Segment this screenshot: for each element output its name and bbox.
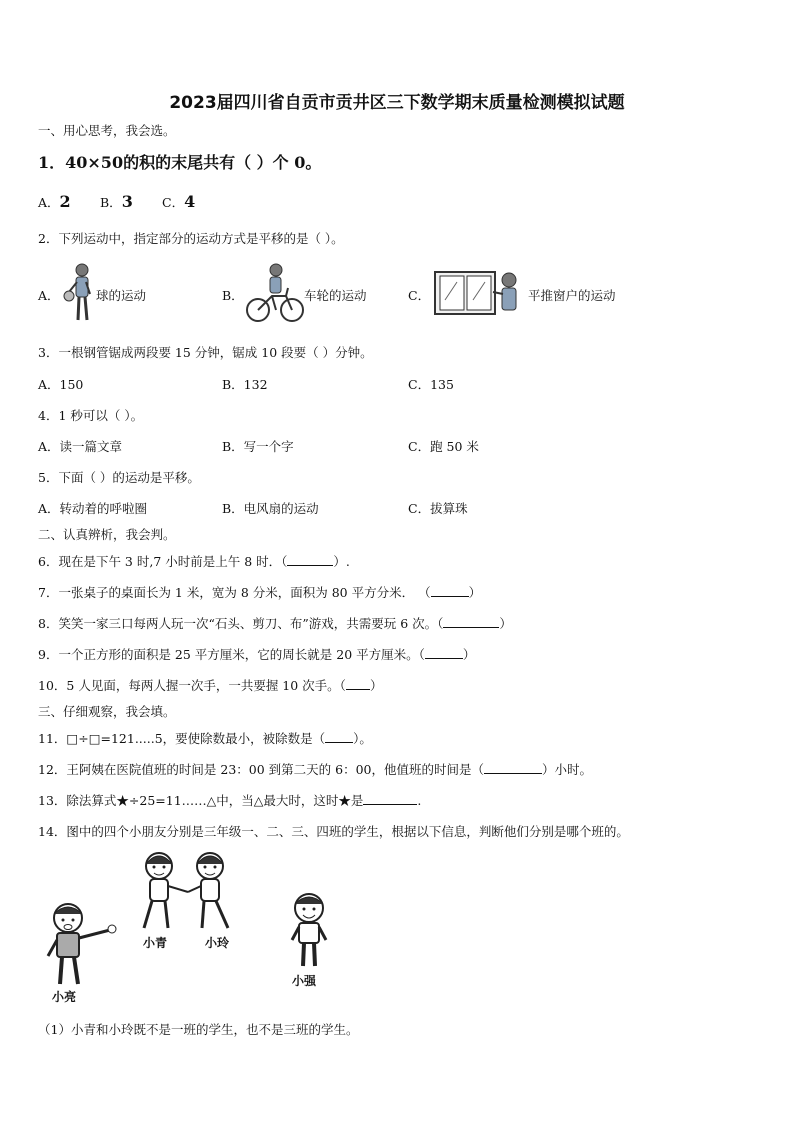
q1-option-a: [38, 192, 71, 211]
xiaoliang-image: [40, 900, 120, 988]
answer-blank-7[interactable]: [431, 584, 469, 597]
q2-option-c-label: C．: [408, 288, 431, 303]
q1-option-c-label: C．: [162, 195, 185, 210]
answer-blank-8[interactable]: [443, 615, 499, 628]
question-9-tail: ）: [462, 647, 476, 662]
q2-option-c-text: 平推窗户的运动: [528, 288, 616, 303]
page-title: 2023届四川省自贡市贡井区三下数学期末质量检测模拟试题: [169, 93, 625, 113]
question-6-text: 6．现在是下午 3 时,7 小时前是上午 8 时．（: [38, 554, 288, 569]
question-9: [38, 645, 475, 663]
question-1: 1．40×50的积的末尾共有（ ）个 0。: [38, 153, 322, 172]
q2-option-a-label: A．: [38, 288, 60, 303]
question-8: [38, 614, 512, 632]
q5-option-b: B．电风扇的运动: [222, 501, 319, 516]
answer-blank-11[interactable]: [325, 730, 353, 743]
question-3: 3．一根钢管锯成两段要 15 分钟，锯成 10 段要（ ）分钟。: [38, 345, 373, 360]
question-7: [38, 583, 481, 601]
question-12-tail: ）小时。: [542, 762, 593, 777]
q1-option-b: [100, 192, 133, 211]
answer-blank-10[interactable]: [346, 677, 370, 690]
q4-option-a: A．读一篇文章: [38, 439, 123, 454]
q1-option-a-value: 2: [59, 192, 71, 211]
q2-option-b-text: 车轮的运动: [304, 288, 367, 303]
question-6: [38, 552, 350, 570]
q5-option-a: A．转动着的呼啦圈: [38, 501, 148, 516]
boy-bouncing-ball-image: [62, 262, 98, 324]
caption-xiaoling: 小玲: [205, 936, 230, 950]
question-13: [38, 791, 421, 809]
question-12: [38, 760, 592, 778]
question-14-condition-1: （1）小青和小玲既不是一班的学生，也不是三班的学生。: [38, 1022, 359, 1037]
q3-option-c: C．135: [408, 377, 454, 392]
q1-option-c-value: 4: [184, 192, 196, 211]
question-12-text: 12．王阿姨在医院值班的时间是 23：00 到第二天的 6：00，他值班的时间是（: [38, 762, 484, 777]
question-14: 14．图中的四个小朋友分别是三年级一、二、三、四班的学生，根据以下信息，判断他们分别是哪个班的。: [38, 824, 629, 839]
question-5: 5．下面（ ）的运动是平移。: [38, 470, 200, 485]
q1-option-b-label: B．: [100, 195, 122, 210]
xiaoqing-xiaoling-image: [132, 848, 242, 934]
answer-blank-12[interactable]: [484, 761, 542, 774]
question-8-tail: ）: [499, 616, 512, 631]
answer-blank-6[interactable]: [287, 553, 333, 566]
answer-blank-9[interactable]: [425, 646, 463, 659]
question-10: [38, 676, 382, 694]
question-11-text: 11．□÷□=121.....5，要使除数最小，被除数是（: [38, 731, 326, 746]
xiaoqiang-image: [284, 890, 334, 970]
q3-option-b: B．132: [222, 377, 268, 392]
question-8-text: 8．笑笑一家三口每两人玩一次“石头、剪刀、布”游戏，共需要玩 6 次。（: [38, 616, 444, 631]
q1-option-b-value: 3: [121, 192, 133, 211]
q1-option-a-label: A．: [38, 195, 60, 210]
q5-option-c: C．拔算珠: [408, 501, 468, 516]
question-10-text: 10．5 人见面，每两人握一次手，一共要握 10 次手。（: [38, 678, 346, 693]
boy-riding-bicycle-image: [246, 262, 304, 324]
q2-option-b-label: B．: [222, 288, 244, 303]
answer-blank-13[interactable]: [363, 792, 417, 805]
question-4: 4．1 秒可以（ ）。: [38, 408, 144, 423]
question-7-tail: ）: [468, 585, 482, 600]
section-heading-2: 二、认真辨析，我会判。: [38, 527, 176, 542]
question-6-tail: ）.: [333, 554, 350, 569]
window-pushing-image: [433, 268, 525, 318]
caption-xiaoqiang: 小强: [292, 974, 317, 988]
q2-option-a-text: 球的运动: [96, 288, 147, 303]
caption-xiaoliang: 小亮: [52, 990, 77, 1004]
question-2: 2．下列运动中，指定部分的运动方式是平移的是（ ）。: [38, 231, 344, 246]
question-13-text: 13．除法算式★÷25=11……△中，当△最大时，这时★是: [38, 793, 364, 808]
question-13-tail: .: [417, 793, 422, 808]
q4-option-c: C．跑 50 米: [408, 439, 479, 454]
question-11: [38, 729, 372, 747]
section-heading-1: 一、用心思考，我会选。: [38, 123, 176, 138]
question-7-text: 7．一张桌子的桌面长为 1 米，宽为 8 分米，面积为 80 平方分米． （: [38, 585, 431, 600]
q1-option-c: [162, 192, 195, 211]
q4-option-b: B．写一个字: [222, 439, 294, 454]
question-9-text: 9．一个正方形的面积是 25 平方厘米，它的周长就是 20 平方厘米。（: [38, 647, 425, 662]
question-11-tail: ）。: [353, 731, 372, 746]
question-10-tail: ）: [369, 678, 383, 693]
caption-xiaoqing: 小青: [143, 936, 168, 950]
section-heading-3: 三、仔细观察，我会填。: [38, 704, 176, 719]
q3-option-a: A．150: [38, 377, 84, 392]
